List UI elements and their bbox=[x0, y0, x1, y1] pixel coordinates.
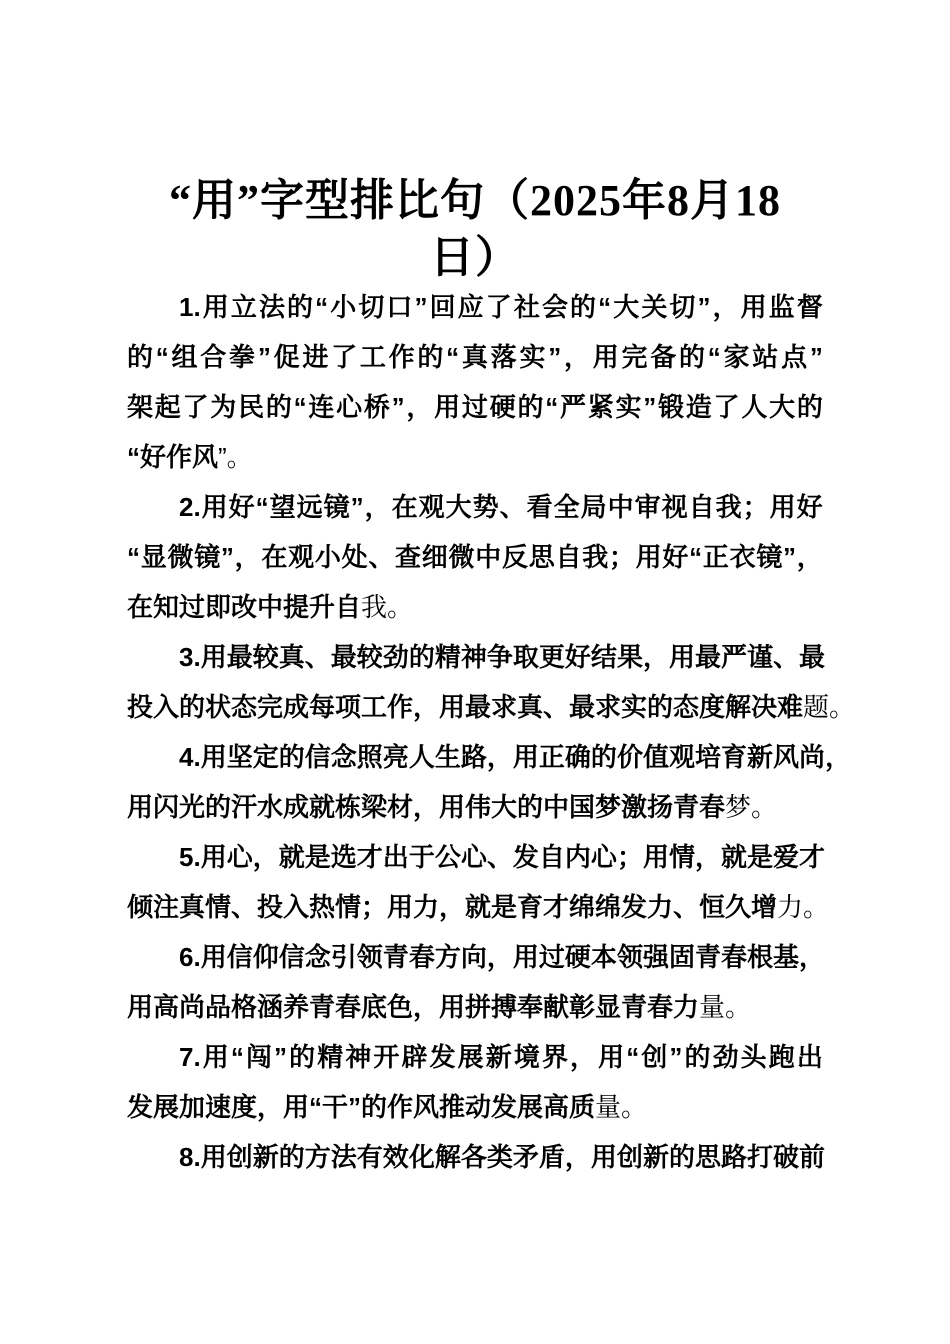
text-line: 8. 用 创 新 的 方 法 有 效 化 解 各 类 矛 盾 ， 用 创 新 的 思 路 打 破 前 bbox=[179, 1142, 826, 1172]
paragraph-3 bbox=[127, 632, 856, 732]
paragraph-end-regular: 量。 bbox=[595, 1092, 648, 1122]
text-line: 2. 用 好 “ 望 远 镜 ” ， 在 观 大 势 、 看 全 局 中 审 视 自 我 ； 用 好 bbox=[179, 492, 823, 522]
text-line: 4. 用 坚 定 的 信 念 照 亮 人 生 路 ， 用 正 确 的 价 值 观 培 育 新 风 尚 ， bbox=[179, 742, 852, 772]
text-line bbox=[127, 432, 823, 482]
paragraph-1 bbox=[127, 282, 823, 482]
paragraph-2 bbox=[127, 482, 823, 632]
document-body bbox=[127, 282, 856, 1182]
paragraph-end-regular: 我。 bbox=[361, 592, 414, 622]
paragraph-end-regular: ”。 bbox=[218, 442, 253, 472]
title-line-2: 日） bbox=[430, 233, 520, 282]
paragraph-8 bbox=[127, 1132, 826, 1182]
text-line: 3. 用 最 较 真 、 最 较 劲 的 精 神 争 取 更 好 结 果 ， 用 最 严 谨 、 最 bbox=[179, 642, 826, 672]
text-line: 6. 用 信 仰 信 念 引 领 青 春 方 向 ， 用 过 硬 本 领 强 固 青 春 根 基 ， bbox=[179, 942, 826, 972]
paragraph-end-bold: 倾注真情、投入热情；用力，就是育才绵绵发力、恒久增 bbox=[127, 892, 778, 922]
paragraph-end-regular: 量。 bbox=[699, 992, 752, 1022]
title-line-1: “用”字型排比句（2025年8月18 bbox=[169, 176, 781, 225]
document-title bbox=[0, 0, 950, 286]
paragraph-6 bbox=[127, 932, 826, 1032]
text-line: 1. 用 立 法 的 “ 小 切 口 ” 回 应 了 社 会 的 “ 大 关 切 ” ， 用 监 督 bbox=[179, 292, 823, 322]
paragraph-end-bold: 在知过即改中提升自 bbox=[127, 592, 362, 622]
text-line: 的 “ 组 合 拳 ” 促 进 了 工 作 的 “ 真 落 实 ” ， 用 完 备 的 “ 家 站 点 ” bbox=[127, 342, 823, 372]
paragraph-end-regular: 力。 bbox=[777, 892, 830, 922]
paragraph-end-bold: 发展加速度，用“干”的作风推动发展高质 bbox=[127, 1092, 596, 1122]
paragraph-end-bold: 用闪光的汗水成就栋梁材，用伟大的中国梦激扬青春 bbox=[127, 792, 726, 822]
paragraph-end-bold: “好作风 bbox=[127, 442, 219, 472]
text-line: “ 显 微 镜 ” ， 在 观 小 处 、 查 细 微 中 反 思 自 我 ； 用 好 “ 正 衣 镜 ” ， bbox=[127, 542, 823, 572]
paragraph-end-bold: 用高尚品格涵养青春底色，用拼搏奉献彰显青春力 bbox=[127, 992, 700, 1022]
paragraph-end-regular: 题。 bbox=[803, 692, 856, 722]
paragraph-4 bbox=[127, 732, 852, 832]
text-line bbox=[127, 982, 823, 1032]
text-line: 架 起 了 为 民 的 “ 连 心 桥 ” ， 用 过 硬 的 “ 严 紧 实 ” 锻 造 了 人 大 的 bbox=[127, 392, 823, 422]
paragraph-end-bold: 投入的状态完成每项工作，用最求真、最求实的态度解决难 bbox=[127, 692, 804, 722]
paragraph-7 bbox=[127, 1032, 823, 1132]
paragraph-5 bbox=[127, 832, 830, 932]
text-line bbox=[127, 782, 823, 832]
text-line bbox=[127, 682, 856, 732]
text-line bbox=[127, 882, 830, 932]
text-line bbox=[127, 1082, 823, 1132]
text-line bbox=[127, 582, 823, 632]
text-line: 5. 用 心 ， 就 是 选 才 出 于 公 心 、 发 自 内 心 ； 用 情 ， 就 是 爱 才 bbox=[179, 842, 826, 872]
paragraph-end-regular: 梦。 bbox=[725, 792, 778, 822]
text-line: 7. 用 “ 闯 ” 的 精 神 开 辟 发 展 新 境 界 ， 用 “ 创 ” 的 劲 头 跑 出 bbox=[179, 1042, 823, 1072]
